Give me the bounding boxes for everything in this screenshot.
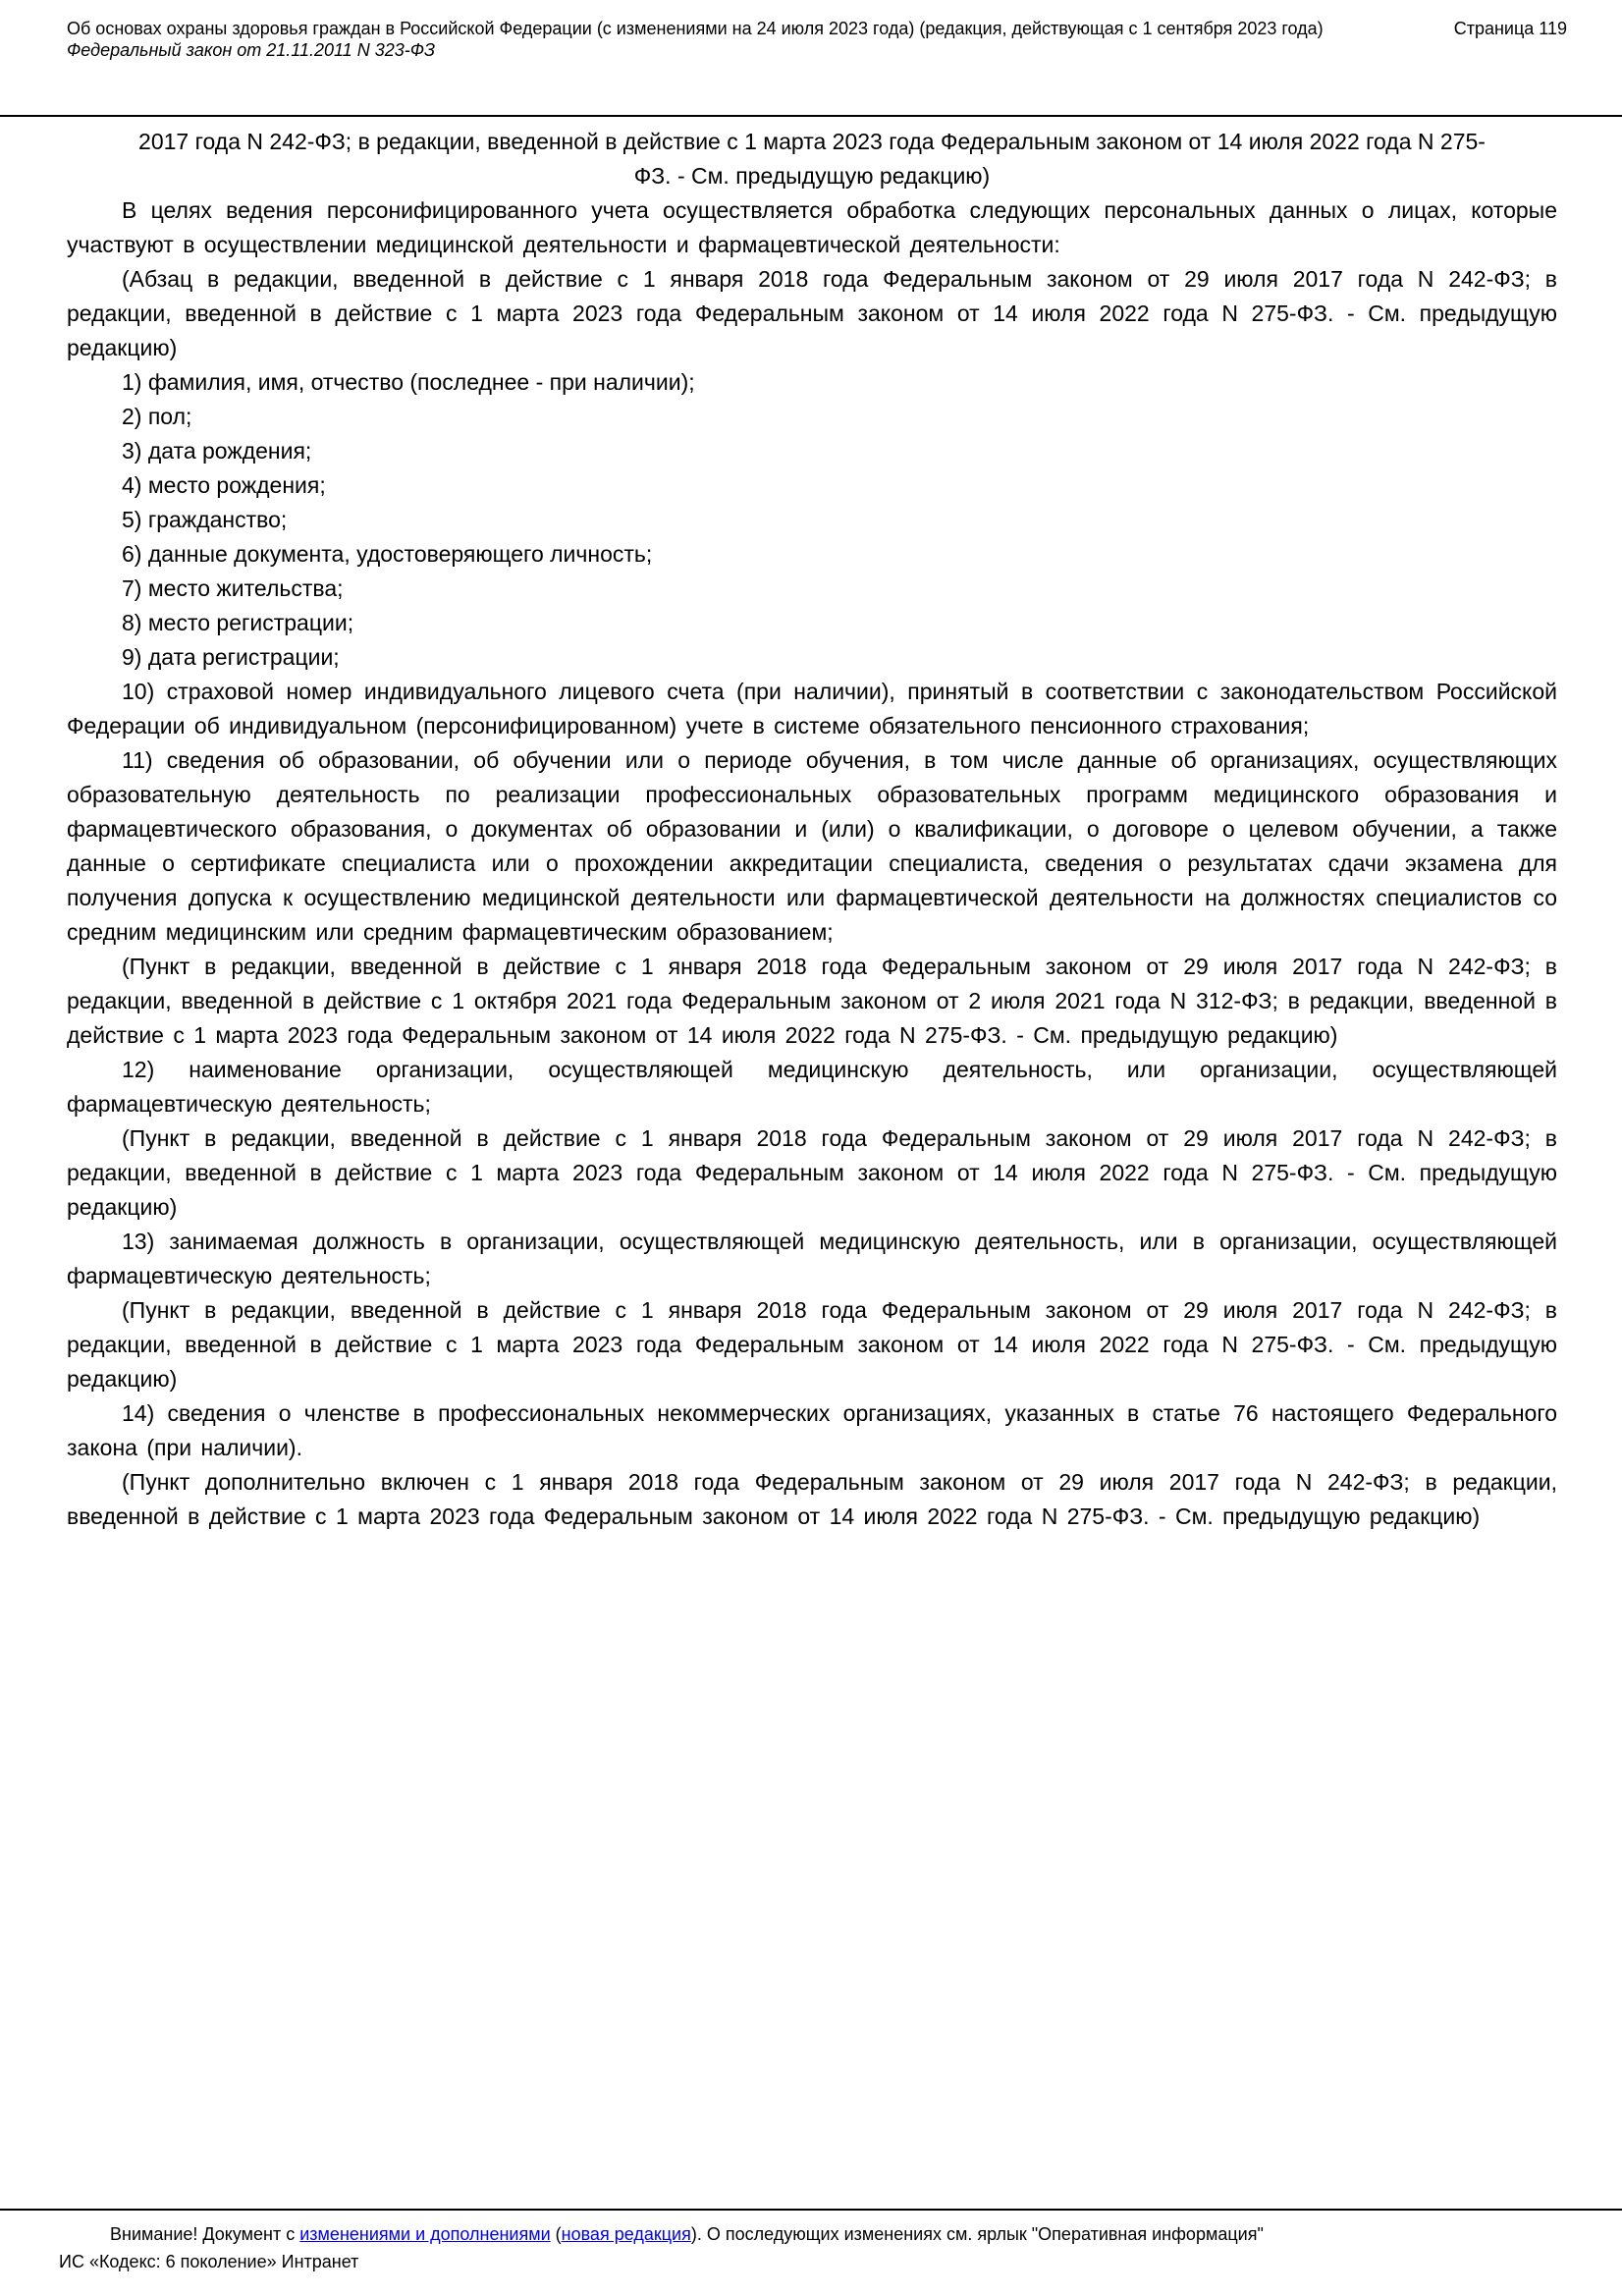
list-item-3: 3) дата рождения; — [122, 438, 312, 464]
item-12-amendment-note: (Пункт в редакции, введенной в действие с 1 января 2018 года Федеральным законом от 29 июля 2017 года N 242-ФЗ; в редакции, введенной в действие с 1 марта 2023 года Федеральным законом от 14 июля 2022 года N 275-ФЗ. - См. предыдущую редакцию) — [67, 1125, 1557, 1220]
item-14-amendment-note: (Пункт дополнительно включен с 1 января 2018 года Федеральным законом от 29 июля 2017 года N 242-ФЗ; в редакции, введенной в действие с 1 марта 2023 года Федеральным законом от 14 июля 2022 года N 275-ФЗ. - См. предыдущую редакцию) — [67, 1469, 1557, 1529]
list-item-4: 4) место рождения; — [122, 472, 326, 498]
item-11-amendment-note: (Пункт в редакции, введенной в действие с 1 января 2018 года Федеральным законом от 29 июля 2017 года N 242-ФЗ; в редакции, введенной в действие с 1 октября 2021 года Федеральным законом от 2 июля 2021 года N 312-ФЗ; в редакции, введенной в действие с 1 марта 2023 года Федеральным законом от 14 июля 2022 года N 275-ФЗ. - См. предыдущую редакцию) — [67, 954, 1557, 1048]
changes-link[interactable]: изменениями и дополнениями — [299, 2224, 551, 2244]
header-title: Об основах охраны здоровья граждан в Российской Федерации (с изменениями на 24 июля 2023 года) (редакция, действующая с 1 сентября 2023 года) — [67, 19, 1324, 38]
footer-notice-prefix: Внимание! Документ с — [110, 2224, 300, 2244]
list-item-6: 6) данные документа, удостоверяющего личность; — [122, 541, 653, 567]
document-body — [67, 125, 1557, 1534]
list-item-14: 14) сведения о членстве в профессиональных некоммерческих организациях, указанных в статье 76 настоящего Федерального закона (при наличии). — [67, 1400, 1557, 1460]
header-title-block — [67, 18, 1324, 61]
list-item-5: 5) гражданство; — [122, 507, 288, 532]
header-subtitle: Федеральный закон от 21.11.2011 N 323-ФЗ — [67, 40, 436, 60]
intro-paragraph: В целях ведения персонифицированного учета осуществляется обработка следующих персональных данных о лицах, которые участвуют в осуществлении медицинской деятельности и фармацевтической деятельности: — [67, 197, 1557, 257]
list-item-2: 2) пол; — [122, 404, 192, 429]
list-item-10: 10) страховой номер индивидуального лицевого счета (при наличии), принятый в соответствии с законодательством Российской Федерации об индивидуальном (персонифицированном) учете в системе обязательного пенсионного страхования; — [67, 679, 1557, 738]
new-edition-link[interactable]: новая редакция — [561, 2224, 691, 2244]
footer-system-name: ИС «Кодекс: 6 поколение» Интранет — [59, 2252, 359, 2271]
list-item-13: 13) занимаемая должность в организации, осуществляющей медицинскую деятельность, или в организации, осуществляющей фармацевтическую деятельность; — [67, 1229, 1557, 1288]
list-item-8: 8) место регистрации; — [122, 610, 354, 635]
list-item-11: 11) сведения об образовании, об обучении или о периоде обучения, в том числе данные об организациях, осуществляющих образовательную деятельность по реализации профессиональных образовательных программ медицинского образования и фармацевтического образования, о документах об образовании и (или) о квалификации, о договоре о целевом обучении, а также данные о сертификате специалиста или о прохождении аккредитации специалиста, сведения о результатах сдачи экзамена для получения допуска к осуществлению медицинской деятельности или фармацевтической деятельности на должностях специалистов со средним медицинским или средним фармацевтическим образованием; — [67, 747, 1557, 945]
item-13-amendment-note: (Пункт в редакции, введенной в действие с 1 января 2018 года Федеральным законом от 29 июля 2017 года N 242-ФЗ; в редакции, введенной в действие с 1 марта 2023 года Федеральным законом от 14 июля 2022 года N 275-ФЗ. - См. предыдущую редакцию) — [67, 1297, 1557, 1392]
footer-notice — [59, 2220, 1567, 2248]
list-item-1: 1) фамилия, имя, отчество (последнее - при наличии); — [122, 369, 695, 395]
list-item-9: 9) дата регистрации; — [122, 644, 340, 670]
footer-notice-separator: ( — [550, 2224, 562, 2244]
footer-divider — [0, 2209, 1622, 2211]
list-item-12: 12) наименование организации, осуществляющей медицинскую деятельность, или организации, осуществляющей фармацевтическую деятельность; — [67, 1057, 1557, 1117]
continuation-paragraph: 2017 года N 242-ФЗ; в редакции, введенной в действие с 1 марта 2023 года Федеральным законом от 14 июля 2022 года N 275-ФЗ. - См. предыдущую редакцию) — [138, 129, 1486, 189]
amendment-note: (Абзац в редакции, введенной в действие с 1 января 2018 года Федеральным законом от 29 июля 2017 года N 242-ФЗ; в редакции, введенной в действие с 1 марта 2023 года Федеральным законом от 14 июля 2022 года N 275-ФЗ. - См. предыдущую редакцию) — [67, 266, 1557, 360]
list-item-7: 7) место жительства; — [122, 575, 344, 601]
footer-notice-suffix: ). О последующих изменениях см. ярлык "Оперативная информация" — [690, 2224, 1264, 2244]
document-header — [67, 18, 1567, 61]
document-footer — [59, 2220, 1567, 2275]
header-divider — [0, 115, 1622, 117]
page-number: Страница 119 — [1453, 19, 1567, 38]
